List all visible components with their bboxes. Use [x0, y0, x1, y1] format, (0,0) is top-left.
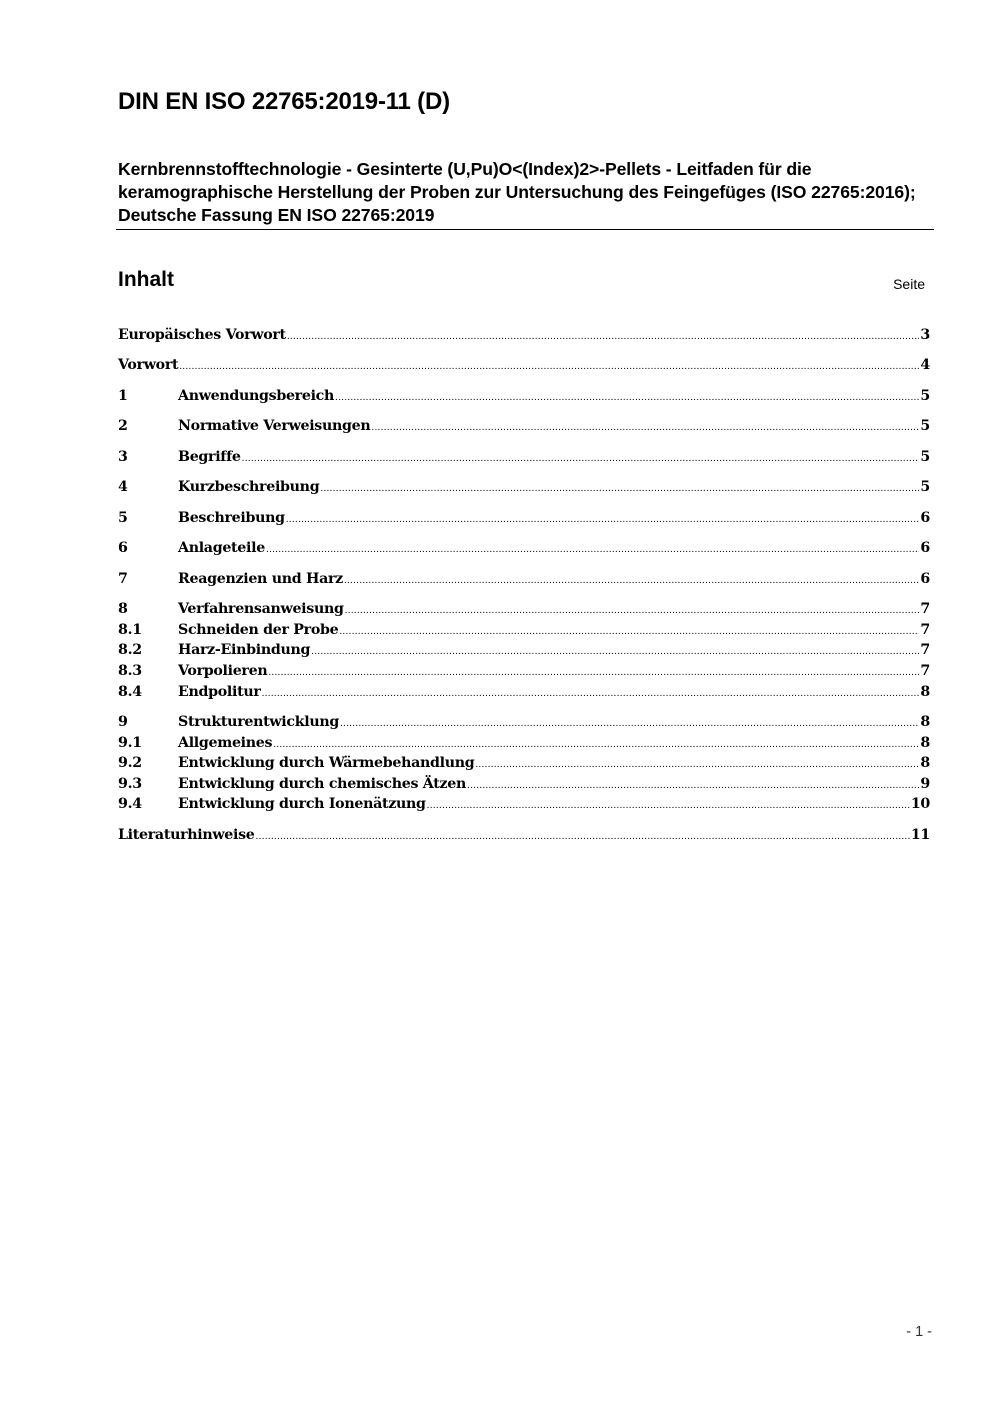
toc-entry-number: 1 — [118, 388, 128, 404]
toc-entry-text: Beschreibung — [178, 510, 285, 526]
toc-entry-page: 7 — [920, 663, 930, 679]
toc-entry[interactable] — [118, 416, 930, 438]
toc-entry[interactable] — [118, 774, 930, 796]
document-id: DIN EN ISO 22765:2019-11 (D) — [118, 88, 450, 115]
toc-entry[interactable] — [118, 733, 930, 755]
toc-entry-page: 8 — [920, 684, 930, 700]
toc-entry-number: 6 — [118, 540, 128, 556]
toc-leader-dots — [268, 663, 919, 683]
toc-leader-dots — [467, 776, 919, 796]
toc-entry[interactable] — [118, 386, 930, 408]
toc-leader-dots — [311, 642, 919, 662]
toc-leader-dots — [427, 796, 910, 816]
toc-entry-page: 6 — [920, 510, 930, 526]
toc-leader-dots — [345, 601, 920, 621]
toc-entry-number: 8.1 — [118, 622, 142, 638]
title-divider — [116, 229, 934, 230]
toc-entry-page: 7 — [920, 642, 930, 658]
toc-leader-dots — [371, 418, 919, 438]
toc-entry-number: 9.1 — [118, 735, 142, 751]
toc-leader-dots — [273, 735, 919, 755]
toc-entry-text: Strukturentwicklung — [178, 714, 339, 730]
toc-entry-page: 9 — [920, 776, 930, 792]
toc-entry[interactable] — [118, 640, 930, 662]
toc-leader-dots — [286, 510, 920, 530]
toc-entry-page: 7 — [920, 601, 930, 617]
toc-entry[interactable] — [118, 682, 930, 704]
toc-entry-text: Entwicklung durch chemisches Ätzen — [178, 776, 467, 792]
toc-entry[interactable] — [118, 794, 930, 816]
toc-entry[interactable] — [118, 753, 930, 775]
toc-leader-dots — [266, 540, 919, 560]
toc-entry-number: 3 — [118, 449, 128, 465]
toc-entry-text: Vorpolieren — [178, 663, 268, 679]
toc-entry[interactable] — [118, 712, 930, 734]
toc-leader-dots — [242, 449, 920, 469]
toc-entry-page: 7 — [920, 622, 930, 638]
toc-entry-text: Allgemeines — [178, 735, 273, 751]
toc-entry-page: 11 — [910, 827, 930, 843]
toc-entry-text: Harz-Einbindung — [178, 642, 311, 658]
toc-entry-number: 8.3 — [118, 663, 142, 679]
toc-entry[interactable] — [118, 620, 930, 642]
toc-entry-page: 6 — [920, 571, 930, 587]
toc-entry-text: Anlageteile — [178, 540, 265, 556]
toc-leader-dots — [179, 357, 919, 377]
toc-entry[interactable] — [118, 325, 930, 347]
toc-entry[interactable] — [118, 447, 930, 469]
toc-entry-page: 8 — [920, 714, 930, 730]
toc-leader-dots — [344, 571, 920, 591]
toc-heading: Inhalt — [118, 268, 174, 291]
toc-entry-text: Literaturhinweise — [118, 827, 255, 843]
toc-entry-text: Europäisches Vorwort — [118, 327, 286, 343]
toc-entry-text: Entwicklung durch Wärmebehandlung — [178, 755, 475, 771]
toc-entry-text: Normative Verweisungen — [178, 418, 371, 434]
toc-entry-number: 9.3 — [118, 776, 142, 792]
toc-entry-number: 9.4 — [118, 796, 142, 812]
toc-leader-dots — [256, 827, 910, 847]
toc-entry[interactable] — [118, 599, 930, 621]
toc-entry-page: 3 — [920, 327, 930, 343]
toc-entry-page: 5 — [920, 388, 930, 404]
toc-page-column-label: Seite — [893, 276, 925, 292]
toc-entry-text: Schneiden der Probe — [178, 622, 339, 638]
toc-leader-dots — [340, 714, 919, 734]
toc-leader-dots — [287, 327, 920, 347]
toc-entry[interactable] — [118, 477, 930, 499]
toc-entry-number: 8 — [118, 601, 128, 617]
toc-entry[interactable] — [118, 825, 930, 847]
toc-entry-number: 8.4 — [118, 684, 142, 700]
toc-leader-dots — [335, 388, 919, 408]
toc-entry-page: 8 — [920, 755, 930, 771]
document-title: Kernbrennstofftechnologie - Gesinterte (U,Pu)O<(Index)2>-Pellets - Leitfaden für die keramographische Herstellung der Proben zur Untersuchung des Feingefüges (ISO 22765:2016); Deutsche Fassung EN ISO 22765:2019 — [118, 159, 916, 225]
toc-entry-number: 5 — [118, 510, 128, 526]
toc-entry-text: Vorwort — [118, 357, 179, 373]
toc-entry-page: 6 — [920, 540, 930, 556]
toc-entry-text: Kurzbeschreibung — [178, 479, 320, 495]
toc-entry[interactable] — [118, 538, 930, 560]
toc-entry-page: 5 — [920, 449, 930, 465]
toc-leader-dots — [475, 755, 919, 775]
toc-entry-number: 7 — [118, 571, 128, 587]
toc-entry-text: Anwendungsbereich — [178, 388, 335, 404]
toc-entry[interactable] — [118, 661, 930, 683]
toc-entry-text: Entwicklung durch Ionenätzung — [178, 796, 426, 812]
toc-entry-page: 8 — [920, 735, 930, 751]
toc-entry-number: 9.2 — [118, 755, 142, 771]
toc-entry-text: Endpolitur — [178, 684, 261, 700]
toc-entry-number: 8.2 — [118, 642, 142, 658]
toc-entry-text: Verfahrensanweisung — [178, 601, 344, 617]
toc-entry[interactable] — [118, 508, 930, 530]
toc-entry-page: 5 — [920, 479, 930, 495]
toc-leader-dots — [320, 479, 919, 499]
toc-leader-dots — [339, 622, 919, 642]
toc-entry-page: 5 — [920, 418, 930, 434]
toc-entry[interactable] — [118, 355, 930, 377]
toc-entry-number: 9 — [118, 714, 128, 730]
toc-entry-number: 2 — [118, 418, 128, 434]
toc-entry[interactable] — [118, 569, 930, 591]
page-number: - 1 - — [906, 1324, 932, 1340]
toc-entry-text: Begriffe — [178, 449, 241, 465]
toc-entry-number: 4 — [118, 479, 128, 495]
toc-entry-page: 10 — [910, 796, 930, 812]
toc-entry-page: 4 — [920, 357, 930, 373]
toc-entry-text: Reagenzien und Harz — [178, 571, 343, 587]
toc-leader-dots — [262, 684, 920, 704]
